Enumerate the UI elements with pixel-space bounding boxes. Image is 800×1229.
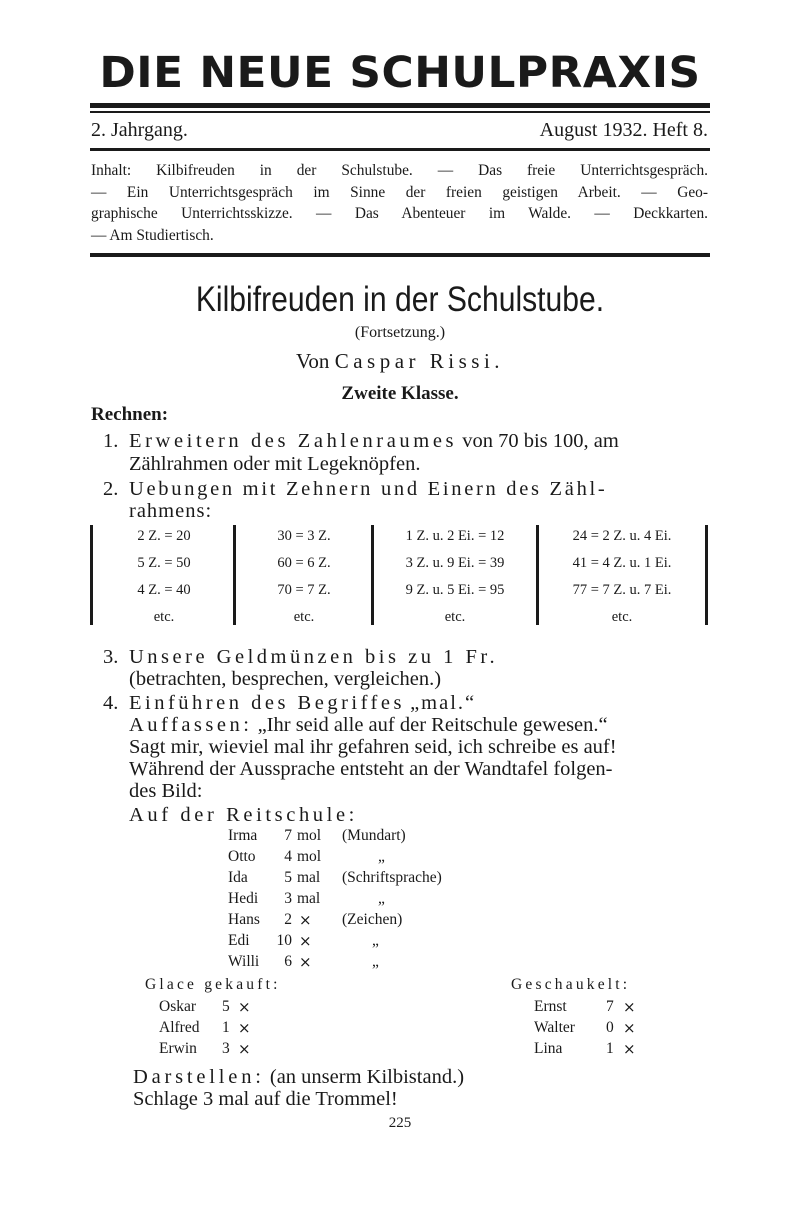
contents-line: graphische Unterrichtsskizze. — Das Abenteuer im Walde. — Deckkarten. xyxy=(91,205,708,222)
article-title: Kilbifreuden in der Schulstube. xyxy=(195,280,605,319)
contents-line: — Am Studiertisch. xyxy=(91,226,214,244)
closing-line-1 xyxy=(133,1066,464,1089)
reitschule-note: „ xyxy=(378,890,385,907)
calc-cell: 1 Z. u. 2 Ei. = 12 xyxy=(405,528,505,544)
table-divider xyxy=(536,525,539,625)
item-4-line-4: Während der Aussprache entsteht an der Wandtafel folgen- xyxy=(129,758,613,780)
reitschule-note: „ xyxy=(372,932,379,949)
glace-name: Erwin xyxy=(159,1040,197,1057)
reitschule-name: Otto xyxy=(228,848,256,865)
reitschule-unit: × xyxy=(299,932,312,950)
item-2-number: 2. xyxy=(103,478,119,500)
masthead-title: DIE NEUE SCHULPRAXIS xyxy=(99,48,701,98)
glace-count: 1 xyxy=(222,1019,230,1036)
item-4-line-2 xyxy=(129,714,608,737)
item-1-line-1 xyxy=(129,430,619,453)
item-4-line-1 xyxy=(129,692,476,715)
calc-cell: etc. xyxy=(611,609,633,625)
geschaukelt-unit: × xyxy=(623,998,636,1016)
masthead-rule-thick xyxy=(90,103,710,108)
table-divider xyxy=(371,525,374,625)
volume-label: 2. Jahrgang. xyxy=(91,119,188,141)
calc-cell: 77 = 7 Z. u. 7 Ei. xyxy=(572,582,672,598)
calc-cell: etc. xyxy=(444,609,466,625)
calc-cell: 5 Z. = 50 xyxy=(137,555,191,571)
calc-cell: etc. xyxy=(293,609,315,625)
reitschule-name: Hedi xyxy=(228,890,259,907)
calc-table-3 xyxy=(380,523,530,631)
item-4-number: 4. xyxy=(103,692,119,714)
reitschule-name: Irma xyxy=(228,827,258,844)
calc-table-2 xyxy=(243,523,365,631)
issue-label: August 1932. Heft 8. xyxy=(539,119,708,141)
item-2-line-1: Uebungen mit Zehnern und Einern des Zähl- xyxy=(129,478,608,500)
item-1-spaced: Erweitern des Zahlenraumes xyxy=(129,430,458,452)
reitschule-unit: mal xyxy=(297,869,321,886)
reitschule-name: Willi xyxy=(228,953,260,970)
calc-cell: 2 Z. = 20 xyxy=(137,528,191,544)
glace-unit: × xyxy=(238,998,251,1016)
darstellen-text: (an unserm Kilbistand.) xyxy=(269,1066,465,1088)
reitschule-count: 6 xyxy=(284,953,292,970)
glace-name: Oskar xyxy=(159,998,197,1015)
item-1-rest: von 70 bis 100, am xyxy=(462,430,619,452)
reitschule-note: „ xyxy=(372,953,379,970)
calc-cell: 30 = 3 Z. xyxy=(277,528,331,544)
item-4-spaced: Einführen des Begriffes xyxy=(129,692,405,714)
reitschule-count: 4 xyxy=(284,848,292,865)
auffassen-label: Auffassen: xyxy=(129,714,253,736)
calc-table-4 xyxy=(545,523,699,631)
reitschule-note: (Mundart) xyxy=(342,827,406,844)
reitschule-count: 10 xyxy=(276,932,292,949)
item-3-number: 3. xyxy=(103,646,119,668)
calc-cell: 60 = 6 Z. xyxy=(277,555,331,571)
class-heading: Zweite Klasse. xyxy=(341,383,459,404)
calc-cell: 9 Z. u. 5 Ei. = 95 xyxy=(405,582,505,598)
table-of-contents xyxy=(91,160,708,246)
reitschule-note: (Zeichen) xyxy=(342,911,403,928)
calc-cell: 24 = 2 Z. u. 4 Ei. xyxy=(572,528,672,544)
reitschule-unit: mol xyxy=(297,827,322,844)
glace-heading: Glace gekauft: xyxy=(145,976,281,993)
geschaukelt-count: 0 xyxy=(606,1019,614,1036)
glace-count: 5 xyxy=(222,998,230,1015)
item-3-line-2: (betrachten, besprechen, vergleichen.) xyxy=(129,668,442,690)
reitschule-count: 7 xyxy=(284,827,292,844)
reitschule-unit: mal xyxy=(297,890,321,907)
glace-name: Alfred xyxy=(159,1019,200,1036)
header-bottom-rule xyxy=(90,148,710,151)
reitschule-name: Edi xyxy=(228,932,250,949)
item-4-term: „mal.“ xyxy=(410,692,477,714)
table-divider xyxy=(233,525,236,625)
item-4-line-5: des Bild: xyxy=(129,780,203,802)
item-4-line-3: Sagt mir, wieviel mal ihr gefahren seid, ich schreibe es auf! xyxy=(129,736,617,758)
glace-unit: × xyxy=(238,1019,251,1037)
item-2-line-2: rahmens: xyxy=(129,500,213,522)
masthead-rule-thin xyxy=(90,111,710,113)
calc-cell: 70 = 7 Z. xyxy=(277,582,331,598)
calc-table-1 xyxy=(100,523,228,631)
item-3-line-1: Unsere Geldmünzen bis zu 1 Fr. xyxy=(129,646,499,668)
table-divider xyxy=(705,525,708,625)
geschaukelt-unit: × xyxy=(623,1019,636,1037)
darstellen-label: Darstellen: xyxy=(133,1066,265,1088)
reitschule-count: 5 xyxy=(284,869,292,886)
contents-bottom-rule xyxy=(90,253,710,257)
reitschule-name: Ida xyxy=(228,869,248,886)
reitschule-note: (Schriftsprache) xyxy=(342,869,442,886)
section-heading: Rechnen: xyxy=(91,404,169,425)
geschaukelt-heading: Geschaukelt: xyxy=(511,976,631,993)
geschaukelt-unit: × xyxy=(623,1040,636,1058)
reitschule-count: 3 xyxy=(284,890,292,907)
author-name: Caspar Rissi. xyxy=(334,349,505,373)
article-continuation: (Fortsetzung.) xyxy=(354,324,446,341)
calc-cell: 41 = 4 Z. u. 1 Ei. xyxy=(572,555,672,571)
reitschule-heading: Auf der Reitschule: xyxy=(129,804,358,826)
article-byline xyxy=(90,349,710,374)
geschaukelt-count: 1 xyxy=(606,1040,614,1057)
page-number: 225 xyxy=(388,1115,412,1131)
reitschule-count: 2 xyxy=(284,911,292,928)
calc-cell: 4 Z. = 40 xyxy=(137,582,191,598)
calc-cell: etc. xyxy=(153,609,175,625)
byline-prefix: Von xyxy=(295,349,330,373)
geschaukelt-name: Ernst xyxy=(534,998,567,1015)
table-divider xyxy=(90,525,93,625)
contents-line: Inhalt: Kilbifreuden in der Schulstube. — Das freie Unterrichtsgespräch. xyxy=(91,162,708,179)
calc-cell: 3 Z. u. 9 Ei. = 39 xyxy=(405,555,505,571)
glace-unit: × xyxy=(238,1040,251,1058)
reitschule-note: „ xyxy=(378,848,385,865)
reitschule-name: Hans xyxy=(228,911,260,928)
item-1-line-2: Zählrahmen oder mit Legeknöpfen. xyxy=(129,453,421,475)
geschaukelt-count: 7 xyxy=(606,998,614,1015)
item-1-number: 1. xyxy=(103,430,119,452)
closing-line-2: Schlage 3 mal auf die Trommel! xyxy=(133,1088,398,1110)
reitschule-unit: mol xyxy=(297,848,322,865)
geschaukelt-name: Walter xyxy=(534,1019,575,1036)
glace-count: 3 xyxy=(222,1040,230,1057)
contents-line: — Ein Unterrichtsgespräch im Sinne der freien geistigen Arbeit. — Geo- xyxy=(91,183,708,201)
reitschule-unit: × xyxy=(299,911,312,929)
reitschule-unit: × xyxy=(299,953,312,971)
auffassen-text: „Ihr seid alle auf der Reitschule gewesen.“ xyxy=(257,714,608,736)
geschaukelt-name: Lina xyxy=(534,1040,563,1057)
